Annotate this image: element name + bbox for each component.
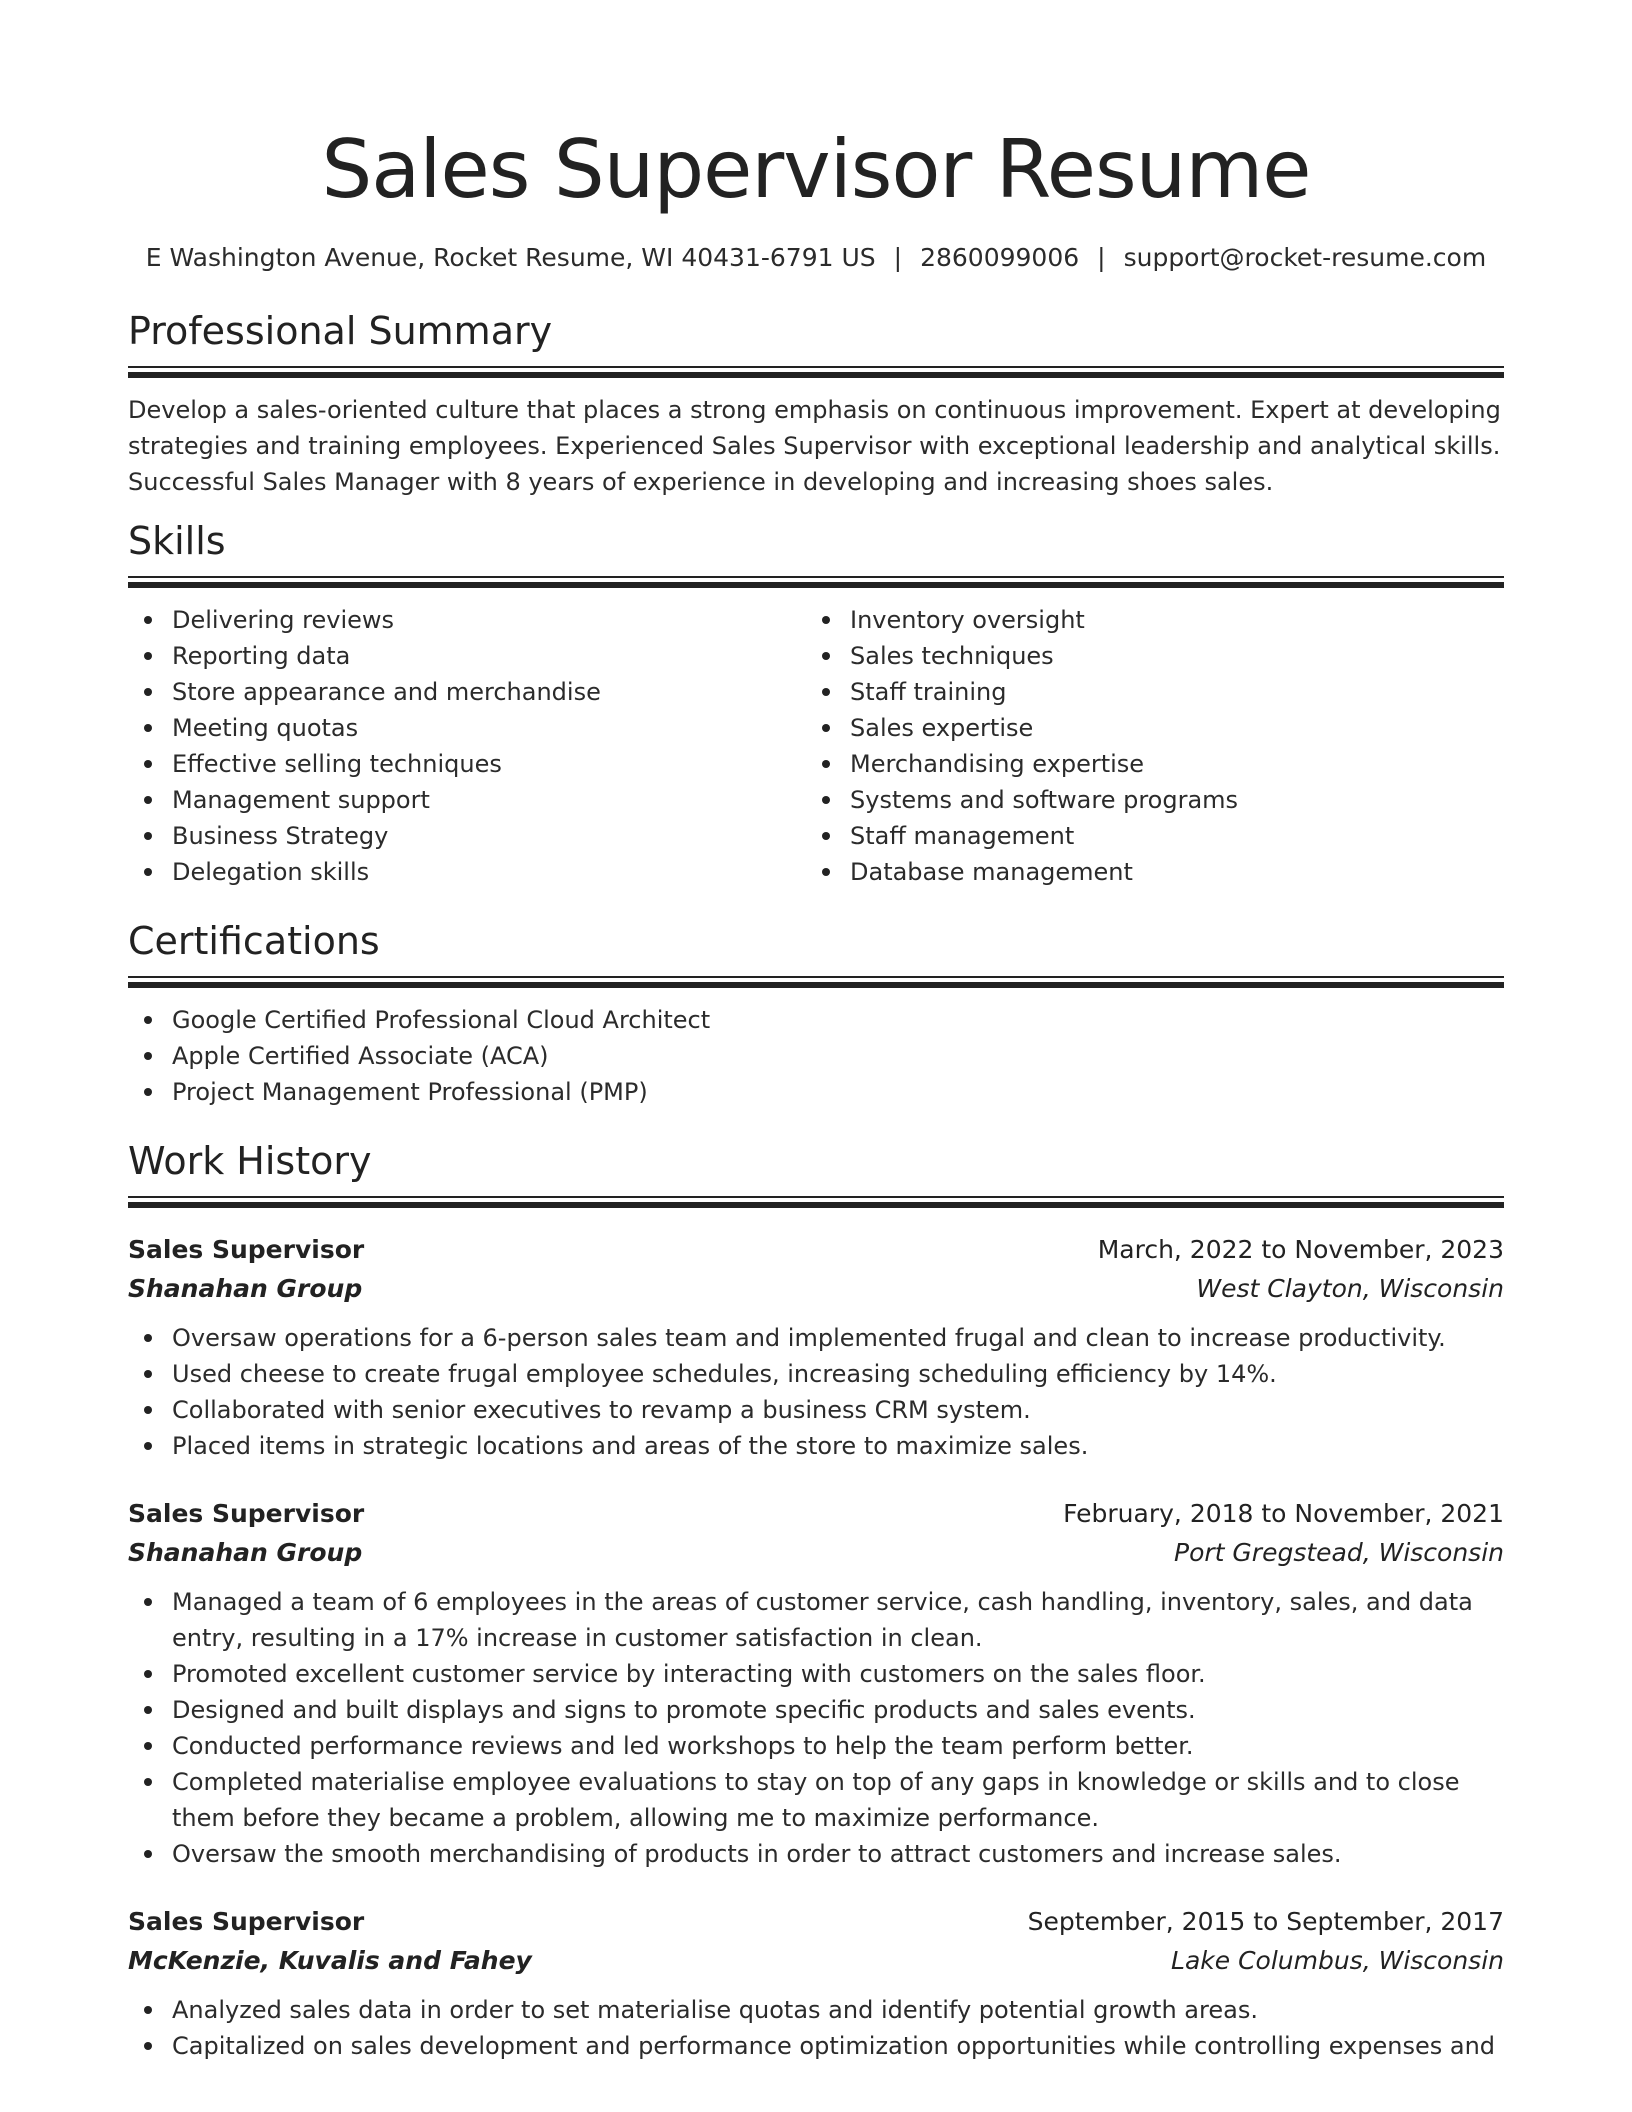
certification-item: Project Management Professional (PMP) <box>172 1074 1504 1110</box>
job-bullet: Analyzed sales data in order to set materialise quotas and identify potential growth areas. <box>172 1992 1504 2028</box>
job-bullet: Capitalized on sales development and performance optimization opportunities while controlling expenses and <box>172 2028 1504 2064</box>
job-bullet: Promoted excellent customer service by interacting with customers on the sales floor. <box>172 1656 1504 1692</box>
job-bullets <box>128 1320 1504 1464</box>
skill-item: Reporting data <box>172 638 806 674</box>
job-header <box>128 1902 1504 1941</box>
job-company: McKenzie, Kuvalis and Fahey <box>128 1946 532 1975</box>
job-bullet: Collaborated with senior executives to revamp a business CRM system. <box>172 1392 1504 1428</box>
job-company: Shanahan Group <box>128 1538 363 1567</box>
contact-phone: 2860099006 <box>920 243 1080 272</box>
skills-list-left <box>128 602 806 890</box>
section-heading-skills: Skills <box>128 519 226 563</box>
section-divider <box>128 976 1504 988</box>
resume-title: Sales Supervisor Resume <box>321 123 1311 216</box>
job-entry <box>128 1494 1504 1872</box>
job-dates: February, 2018 to November, 2021 <box>1063 1499 1504 1528</box>
summary-text: Develop a sales-oriented culture that places a strong emphasis on continuous improvement. Expert at developing strategies and training employees. Experienced Sales Supervisor with exceptional leadership and analytical skills. Successful Sales Manager with 8 years of experience in developing and increasing shoes sales. <box>128 396 1501 496</box>
job-location: Port Gregstead, Wisconsin <box>1174 1538 1504 1567</box>
contact-address: E Washington Avenue, Rocket Resume, WI 40431-6791 US <box>145 243 876 272</box>
summary-section <box>128 306 1504 500</box>
skills-grid <box>128 588 1504 890</box>
job-bullet: Placed items in strategic locations and areas of the store to maximize sales. <box>172 1428 1504 1464</box>
skills-section <box>128 516 1504 890</box>
section-divider <box>128 1196 1504 1208</box>
contact-separator: | <box>893 243 903 272</box>
skill-item: Meeting quotas <box>172 710 806 746</box>
skill-item: Staff management <box>850 818 1484 854</box>
skill-item: Sales expertise <box>850 710 1484 746</box>
work-history-section <box>128 1136 1504 2064</box>
job-bullet: Conducted performance reviews and led workshops to help the team perform better. <box>172 1728 1504 1764</box>
section-divider <box>128 366 1504 378</box>
skill-item: Systems and software programs <box>850 782 1484 818</box>
skill-item: Delivering reviews <box>172 602 806 638</box>
skill-item: Merchandising expertise <box>850 746 1484 782</box>
job-title: Sales Supervisor <box>128 1235 365 1264</box>
job-subheader <box>128 1941 1504 1980</box>
job-bullet: Used cheese to create frugal employee schedules, increasing scheduling efficiency by 14%. <box>172 1356 1504 1392</box>
job-bullet: Completed materialise employee evaluations to stay on top of any gaps in knowledge or skills and to close them before they became a problem, allowing me to maximize performance. <box>172 1764 1504 1836</box>
job-bullet: Designed and built displays and signs to promote specific products and sales events. <box>172 1692 1504 1728</box>
job-header <box>128 1230 1504 1269</box>
certification-item: Google Certified Professional Cloud Architect <box>172 1002 1504 1038</box>
job-title: Sales Supervisor <box>128 1499 365 1528</box>
job-header <box>128 1494 1504 1533</box>
job-dates: September, 2015 to September, 2017 <box>1027 1907 1504 1936</box>
skill-item: Sales techniques <box>850 638 1484 674</box>
job-bullets <box>128 1992 1504 2064</box>
contact-line <box>128 240 1504 276</box>
job-bullet: Managed a team of 6 employees in the areas of customer service, cash handling, inventory, sales, and data entry, resulting in a 17% increase in customer satisfaction in clean. <box>172 1584 1504 1656</box>
section-heading-summary: Professional Summary <box>128 309 553 353</box>
job-location: Lake Columbus, Wisconsin <box>1171 1946 1504 1975</box>
contact-separator: | <box>1097 243 1106 272</box>
skill-item: Database management <box>850 854 1484 890</box>
skills-list-right <box>806 602 1484 890</box>
job-subheader <box>128 1269 1504 1308</box>
job-location: West Clayton, Wisconsin <box>1196 1274 1504 1303</box>
certifications-list <box>128 1002 1504 1110</box>
certifications-section <box>128 916 1504 1110</box>
contact-email[interactable]: support@rocket-resume.com <box>1123 243 1487 272</box>
skill-item: Management support <box>172 782 806 818</box>
job-bullet: Oversaw operations for a 6-person sales team and implemented frugal and clean to increase productivity. <box>172 1320 1504 1356</box>
job-bullets <box>128 1584 1504 1872</box>
job-title: Sales Supervisor <box>128 1907 365 1936</box>
resume-page <box>128 0 1504 2064</box>
job-company: Shanahan Group <box>128 1274 363 1303</box>
skill-item: Delegation skills <box>172 854 806 890</box>
section-divider <box>128 576 1504 588</box>
skill-item: Staff training <box>850 674 1484 710</box>
job-entry <box>128 1902 1504 2064</box>
skill-item: Effective selling techniques <box>172 746 806 782</box>
job-bullet: Oversaw the smooth merchandising of products in order to attract customers and increase sales. <box>172 1836 1504 1872</box>
section-heading-certifications: Certifications <box>128 919 380 963</box>
job-entry <box>128 1230 1504 1464</box>
section-heading-work-history: Work History <box>128 1139 372 1183</box>
skill-item: Business Strategy <box>172 818 806 854</box>
job-subheader <box>128 1533 1504 1572</box>
skill-item: Inventory oversight <box>850 602 1484 638</box>
skill-item: Store appearance and merchandise <box>172 674 806 710</box>
certification-item: Apple Certified Associate (ACA) <box>172 1038 1504 1074</box>
job-dates: March, 2022 to November, 2023 <box>1097 1235 1504 1264</box>
